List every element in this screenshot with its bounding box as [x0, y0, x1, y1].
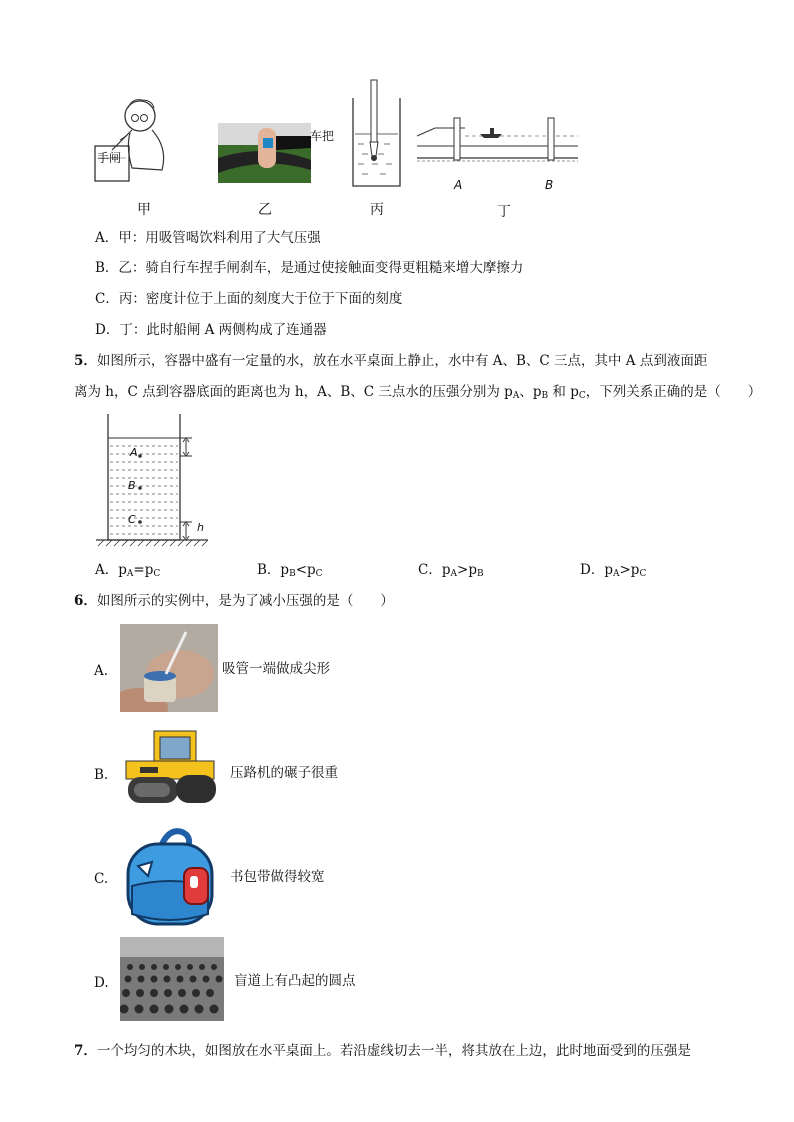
height-h-label: h	[197, 521, 204, 534]
q6-stem: 6．如图所示的实例中，是为了减小压强的是（ ）	[74, 593, 394, 609]
q6-option-d-text: 盲道上有凸起的圆点	[234, 973, 356, 989]
q4-figure-strip	[90, 78, 590, 193]
q6-option-d-key: D.	[94, 975, 109, 991]
q5-stem-line2: 离为 h，C 点到容器底面的距离也为 h，A、B、C 三点水的压强分别为 $p_A$、$p_B$ 和 $p_C$，下列关系正确的是（ ）	[74, 384, 762, 401]
point-a-label: A	[130, 446, 138, 459]
straw-photo	[120, 624, 218, 712]
q4-option-b: B．乙：骑自行车捏手闸刹车，是通过使接触面变得更粗糙来增大摩擦力	[95, 260, 524, 276]
q5-option-b: B．$p_B<p_C$	[257, 562, 323, 579]
q6-option-a-key: A.	[94, 663, 109, 679]
figure-label-ding: 丁	[497, 204, 511, 220]
q6-option-b-key: B.	[94, 767, 109, 783]
q5-container-figure	[94, 412, 214, 550]
q5-option-d: D．$p_A>p_C$	[580, 562, 647, 579]
chebai-label: 车把	[310, 129, 335, 143]
lock-point-a-label: A	[454, 178, 463, 192]
backpack-image	[118, 826, 222, 930]
q5-stem-line1: 5．如图所示，容器中盛有一定量的水，放在水平桌面上静止，水中有 A、B、C 三点，其中 A 点到液面距	[74, 353, 708, 369]
point-b-label: B	[128, 479, 136, 492]
q4-option-a: A．甲：用吸管喝饮料利用了大气压强	[95, 230, 321, 246]
man-drinking-figure	[95, 100, 164, 181]
lock-point-b-label: B	[545, 178, 554, 192]
q6-option-a-text: 吸管一端做成尖形	[222, 661, 330, 677]
road-roller-image	[120, 727, 220, 809]
q5-option-c: C．$p_A>p_B$	[418, 562, 484, 579]
point-c-label: C	[128, 513, 136, 526]
q4-option-c: C．丙：密度计位于上面的刻度大于位于下面的刻度	[95, 291, 403, 307]
shouzha-label: 手闸	[97, 151, 122, 165]
densimeter-beaker-figure	[353, 80, 400, 186]
q5-option-a: A．$p_A=p_C$	[95, 562, 161, 579]
q6-option-c-text: 书包带做得较宽	[230, 869, 325, 885]
figure-label-yi: 乙	[258, 202, 272, 218]
figure-label-jia: 甲	[137, 202, 151, 218]
ship-lock-figure	[417, 118, 578, 161]
q6-option-c-key: C.	[94, 871, 109, 887]
tactile-paving-photo	[120, 937, 224, 1021]
figure-label-bing: 丙	[370, 202, 384, 218]
q7-stem: 7．一个均匀的木块，如图放在水平桌面上。若沿虚线切去一半，将其放在上边，此时地面受到的压强是	[74, 1043, 691, 1059]
q4-option-d: D．丁：此时船闸 A 两侧构成了连通器	[95, 322, 327, 338]
bike-brake-photo	[218, 123, 311, 183]
q6-option-b-text: 压路机的碾子很重	[230, 765, 338, 781]
